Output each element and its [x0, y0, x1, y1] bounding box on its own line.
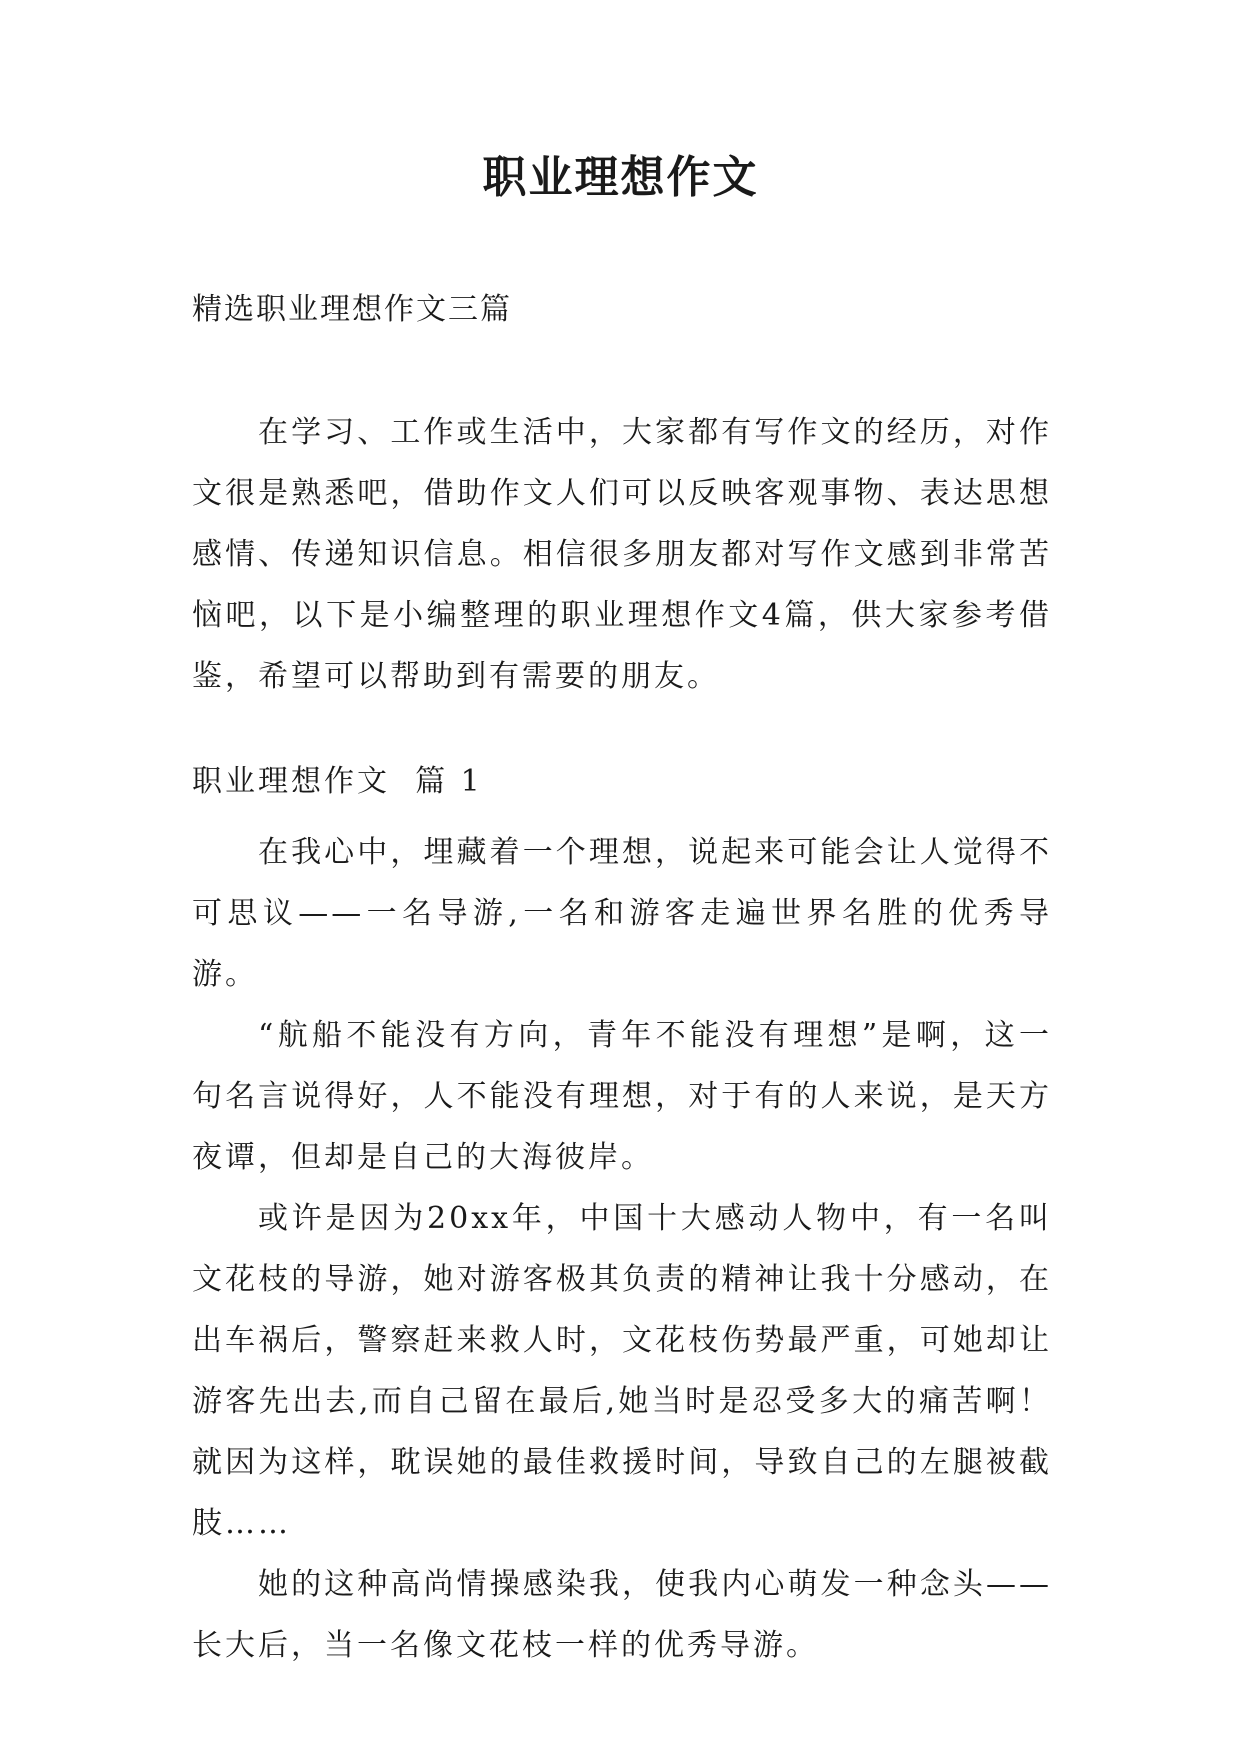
- document-subtitle: 精选职业理想作文三篇: [192, 292, 512, 327]
- document-title: 职业理想作文: [482, 152, 759, 203]
- section-body: [192, 822, 1052, 1676]
- intro-section: [192, 402, 1052, 707]
- body-paragraph: 在我心中，埋藏着一个理想，说起来可能会让人觉得不可思议——一名导游,一名和游客走遍世界名胜的优秀导游。: [192, 835, 1052, 992]
- body-paragraph: 或许是因为20xx年，中国十大感动人物中，有一名叫文花枝的导游，她对游客极其负责的精神让我十分感动，在出车祸后，警察赶来救人时，文花枝伤势最严重，可她却让游客先出去,而自己留在最后,她当时是忍受多大的痛苦啊！就因为这样，耽误她的最佳救援时间，导致自己的左腿被截肢……: [192, 1201, 1052, 1541]
- body-paragraph: 她的这种高尚情操感染我，使我内心萌发一种念头——长大后，当一名像文花枝一样的优秀导游。: [192, 1567, 1052, 1663]
- body-paragraph: “航船不能没有方向，青年不能没有理想”是啊，这一句名言说得好，人不能没有理想，对于有的人来说，是天方夜谭，但却是自己的大海彼岸。: [192, 1018, 1052, 1175]
- intro-paragraph: 在学习、工作或生活中，大家都有写作文的经历，对作文很是熟悉吧，借助作文人们可以反映客观事物、表达思想感情、传递知识信息。相信很多朋友都对写作文感到非常苦恼吧，以下是小编整理的职业理想作文4篇，供大家参考借鉴，希望可以帮助到有需要的朋友。: [192, 415, 1052, 694]
- section-heading: 职业理想作文 篇 1: [192, 764, 483, 799]
